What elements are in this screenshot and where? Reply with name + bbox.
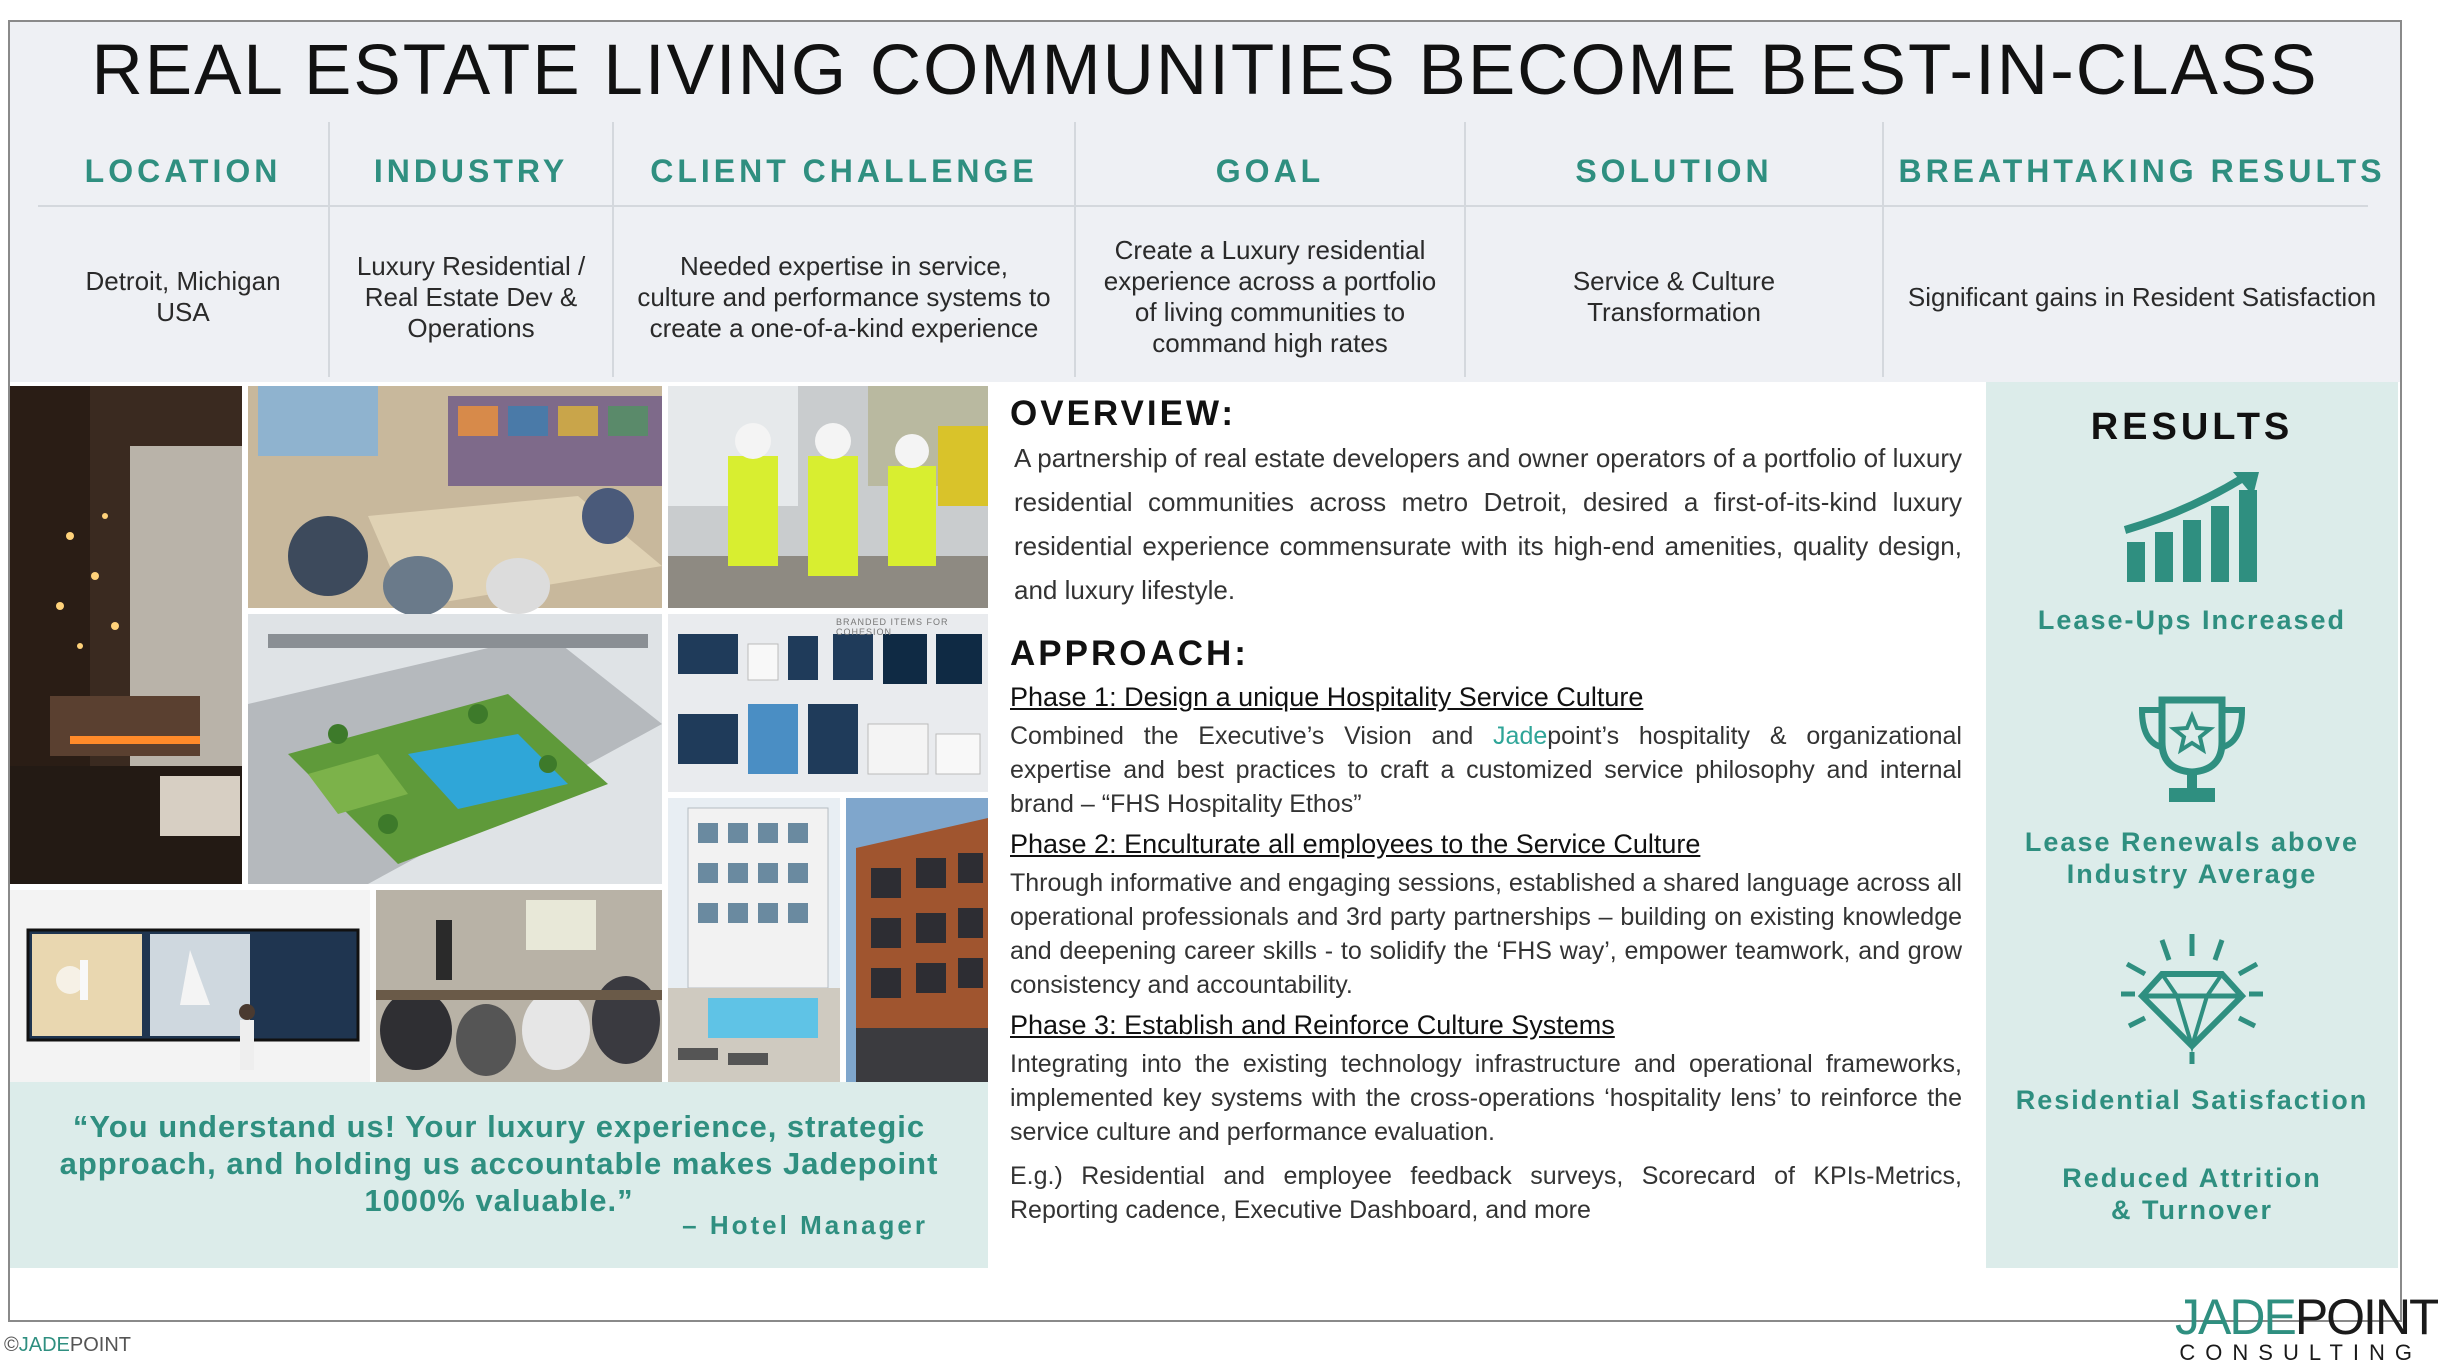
photo-apartment-pool — [668, 798, 840, 1084]
col-heading-solution: SOLUTION — [1575, 152, 1773, 189]
phase1-body: Combined the Executive’s Vision and Jadepoint’s hospitality & organizational expertise and best practices to craft a customized service philosophy and internal brand – “FHS Hospitality Ethos” — [1010, 722, 1962, 818]
testimonial-panel — [10, 1082, 988, 1268]
branded-items-label: BRANDED ITEMS FOR COHESION — [836, 617, 949, 637]
header-divider — [38, 205, 2368, 207]
jadepoint-logo: JADEPOINT CONSULTING — [2175, 1289, 2438, 1365]
photo-rooftop-rendering — [248, 614, 662, 884]
col-value-results: Significant gains in Resident Satisfaction — [1907, 281, 2377, 312]
col-heading-location: LOCATION — [84, 152, 282, 189]
brand-name: Jade — [1493, 722, 1548, 750]
results-panel — [1986, 382, 2398, 1268]
approach-heading: APPROACH: — [1010, 634, 1249, 673]
phase3-title: Phase 3: Establish and Reinforce Culture Systems — [1010, 1010, 1615, 1040]
growth-chart-icon — [2117, 472, 2267, 592]
result-lease-ups: Lease-Ups Increased — [2037, 605, 2347, 635]
overview-heading: OVERVIEW: — [1010, 394, 1237, 433]
photo-meeting-room — [248, 386, 662, 608]
overview-text: A partnership of real estate developers and owner operators of a portfolio of luxury residential communities across metro Detroit, desired a first-of-its-kind luxury residential experience commensurate with its high-end amenities, quality design, and luxury lifestyle. — [1014, 443, 1962, 605]
header-band — [10, 22, 2400, 382]
col-heading-challenge: CLIENT CHALLENGE — [650, 152, 1038, 189]
copyright-notice: ©JADEPOINT — [4, 1334, 131, 1356]
phase2-title: Phase 2: Enculturate all employees to the Service Culture — [1010, 829, 1701, 859]
phase3-body: Integrating into the existing technology infrastructure and operational frameworks, implemented key systems with the cross-operations ‘hospitality lens’ to reinforce the service culture and performance evaluation. — [1010, 1050, 1962, 1146]
photo-construction-site — [668, 386, 988, 608]
col-heading-goal: GOAL — [1215, 152, 1325, 189]
col-value-location: Detroit, Michigan USA — [85, 266, 281, 327]
phase3-example: E.g.) Residential and employee feedback surveys, Scorecard of KPIs-Metrics, Reporting cadence, Executive Dashboard, and more — [1010, 1162, 1962, 1224]
trophy-icon — [2117, 692, 2267, 812]
results-heading: RESULTS — [2090, 406, 2294, 448]
col-heading-results: BREATHTAKING RESULTS — [1898, 152, 2386, 189]
photo-wall-art — [10, 890, 370, 1082]
photo-lobby — [10, 386, 242, 884]
page-title: REAL ESTATE LIVING COMMUNITIES BECOME BEST-IN-CLASS — [91, 31, 2319, 110]
col-value-challenge: Needed expertise in service, culture and performance systems to create a one-of-a-kind experience — [637, 250, 1051, 343]
col-value-goal: Create a Luxury residential experience across a portfolio of living communities to command high rates — [1103, 235, 1437, 358]
photo-training-session — [376, 890, 662, 1082]
testimonial-quote: “You understand us! Your luxury experience, strategic approach, and holding us accountable makes Jadepoint 1000% valuable.” — [59, 1109, 939, 1218]
result-lease-renewals: Lease Renewals above Industry Average — [2024, 827, 2360, 889]
phase2-body: Through informative and engaging sessions, established a shared language across all operational professionals and 3rd party partnerships – building on existing knowledge and deepening career skills - to solidify the ‘FHS way’, empower teamwork, and grow consistency and accountability. — [1010, 869, 1962, 999]
result-resident-satisfaction: Residential Satisfaction — [2015, 1085, 2369, 1115]
testimonial-attribution: – Hotel Manager — [682, 1210, 928, 1240]
col-heading-industry: INDUSTRY — [373, 152, 569, 189]
case-study-body — [1010, 394, 1962, 1227]
col-value-solution: Service & Culture Transformation — [1572, 266, 1776, 327]
col-value-industry: Luxury Residential / Real Estate Dev & Operations — [356, 250, 586, 343]
photo-brick-building — [846, 798, 988, 1084]
phase1-title: Phase 1: Design a unique Hospitality Service Culture — [1010, 682, 1644, 712]
photo-branded-items — [668, 614, 988, 792]
result-reduced-attrition: Reduced Attrition & Turnover — [2062, 1163, 2322, 1225]
diamond-icon — [2117, 934, 2267, 1064]
